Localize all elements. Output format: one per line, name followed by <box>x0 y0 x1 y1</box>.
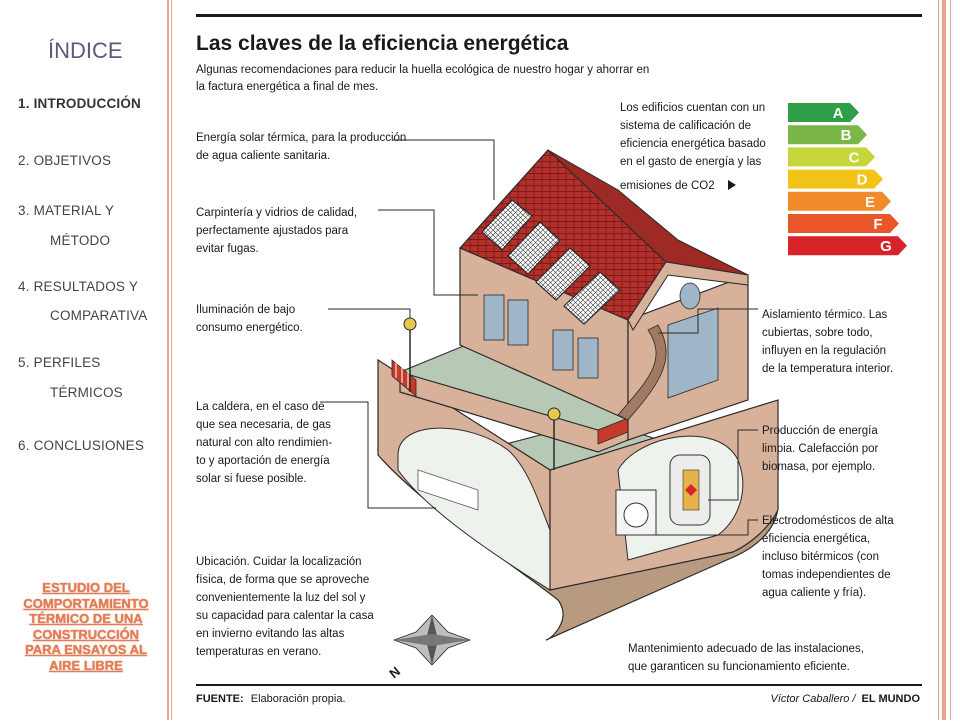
presentation-title-line: CONSTRUCCIÓN <box>32 626 140 642</box>
callout-carpinteria <box>196 207 357 255</box>
callout-line: solar si fuese posible. <box>196 473 307 485</box>
rating-bar-a <box>788 103 859 122</box>
top-rule <box>196 14 922 17</box>
presentation-title-line: COMPORTAMIENTO <box>23 595 149 611</box>
callout-line: perfectamente ajustados para <box>196 225 349 237</box>
credit-outlet: EL MUNDO <box>861 693 920 705</box>
callout-line: agua caliente y fría). <box>762 587 867 599</box>
rating-label-f: F <box>873 216 883 233</box>
presentation-title-line: ESTUDIO DEL <box>42 580 130 595</box>
callout-line: en invierno evitando las altas <box>196 628 345 640</box>
rating-label-g: G <box>880 238 892 256</box>
callout-ubicacion <box>196 556 374 658</box>
callout-line: de la temperatura interior. <box>762 363 894 375</box>
rating-bar-d <box>788 170 883 189</box>
compass-north-label: N <box>386 663 404 682</box>
callout-iluminacion <box>196 304 303 334</box>
callout-line: su capacidad para calentar la casa <box>196 610 374 622</box>
callout-line: to y aportación de energía <box>196 455 330 467</box>
callout-aislamiento <box>762 309 893 375</box>
rating-text-line: emisiones de CO2 <box>620 180 715 192</box>
energy-rating-scale <box>788 103 907 255</box>
credit-author: Víctor Caballero / <box>770 693 856 705</box>
author-credit <box>770 693 920 705</box>
infographic <box>178 0 930 720</box>
index-title: ÍNDICE <box>48 38 123 63</box>
callout-line: física, de forma que se aproveche <box>196 574 370 586</box>
callout-line: de agua caliente sanitaria. <box>196 150 331 162</box>
presentation-title <box>4 580 168 673</box>
nav-item-label-line2: TÉRMICOS <box>50 385 123 400</box>
rating-text-line: Los edificios cuentan con un <box>620 102 766 114</box>
rating-label-e: E <box>864 193 876 211</box>
house-illustration <box>378 150 778 640</box>
callout-line: Carpintería y vidrios de calidad, <box>196 207 358 219</box>
callout-caldera <box>196 401 332 485</box>
callout-line: Producción de energía <box>762 425 878 437</box>
infographic-svg <box>178 0 930 720</box>
rating-text-line: eficiencia energética basado <box>620 138 766 150</box>
callout-line: Mantenimiento adecuado de las instalaciones, <box>628 643 864 655</box>
callout-produccion <box>762 425 879 473</box>
subtitle-line: Algunas recomendaciones para reducir la huella ecológica de nuestro hogar y ahorrar en <box>196 64 650 76</box>
callout-line: Energía solar térmica, para la producción <box>196 132 407 144</box>
nav-item-objetivos[interactable]: 2. OBJETIVOS <box>18 153 112 168</box>
rating-label-d: D <box>856 171 868 189</box>
callout-line: Iluminación de bajo <box>196 304 296 316</box>
rating-label-b: B <box>840 127 852 145</box>
presentation-title-line: PARA ENSAYOS AL <box>25 642 147 657</box>
rating-bar-c <box>788 147 875 166</box>
callout-line: temperaturas en verano. <box>196 646 322 658</box>
right-border-rule <box>942 0 946 720</box>
callout-solar <box>196 132 406 162</box>
source-label: FUENTE: <box>196 693 244 705</box>
rating-bar-b <box>788 125 867 144</box>
right-border-rule <box>950 0 951 720</box>
nav-item-introduccion[interactable]: 1. INTRODUCCIÓN <box>18 96 142 111</box>
divider-rule <box>171 0 172 720</box>
nav-item-label-line1: 4. RESULTADOS Y <box>18 279 139 294</box>
callout-line: influyen en la regulación <box>762 345 887 357</box>
callout-line: eficiencia energética, <box>762 533 871 545</box>
bottom-rule <box>196 684 922 686</box>
callout-line: consumo energético. <box>196 322 303 334</box>
callout-line: evitar fugas. <box>196 243 259 255</box>
callout-line: que sea necesaria, de gas <box>196 419 331 431</box>
callout-mantenimiento <box>628 643 864 673</box>
presentation-title-line: AIRE LIBRE <box>49 657 123 673</box>
nav-item-label-line1: 5. PERFILES <box>18 355 101 370</box>
infographic-title: Las claves de la eficiencia energética <box>196 32 569 55</box>
source-text: Elaboración propia. <box>250 693 346 705</box>
source-credit <box>196 693 346 705</box>
callout-line: convenientemente la luz del sol y <box>196 592 366 604</box>
subtitle-line: la factura energética a final de mes. <box>196 81 379 93</box>
callout-line: Ubicación. Cuidar la localización <box>196 556 362 568</box>
rating-description <box>620 102 766 192</box>
callout-line: Electrodomésticos de alta <box>762 515 894 527</box>
nav-item-label-line2: MÉTODO <box>50 233 111 248</box>
nav-item-label-line1: 3. MATERIAL Y <box>18 203 115 218</box>
callout-line: La caldera, en el caso de <box>196 401 325 413</box>
nav-item-conclusiones[interactable]: 6. CONCLUSIONES <box>18 438 145 453</box>
divider-rule <box>167 0 169 720</box>
rating-label-c: C <box>848 149 860 167</box>
callout-line: tomas independientes de <box>762 569 891 581</box>
sidebar <box>0 0 168 720</box>
arrow-right-icon <box>728 180 736 190</box>
rating-bar-e <box>788 192 891 211</box>
right-border-rule <box>938 0 939 720</box>
presentation-title-line: TÉRMICO DE UNA <box>29 611 143 626</box>
callout-line: biomasa, por ejemplo. <box>762 461 876 473</box>
callout-line: natural con alto rendimien- <box>196 437 333 449</box>
callout-line: Aislamiento térmico. Las <box>762 309 888 321</box>
callout-line: cubiertas, sobre todo, <box>762 327 873 339</box>
rating-text-line: sistema de calificación de <box>620 120 752 132</box>
rating-label-a: A <box>832 105 844 122</box>
callout-electrodomesticos <box>762 515 894 599</box>
callout-line: incluso bitérmicos (con <box>762 551 879 563</box>
callout-line: limpia. Calefacción por <box>762 443 879 455</box>
callout-line: que garanticen su funcionamiento eficiente. <box>628 661 850 673</box>
compass-rose-icon <box>386 615 470 681</box>
rating-text-line: en el gasto de energía y las <box>620 156 762 168</box>
nav-item-label-line2: COMPARATIVA <box>50 308 148 323</box>
